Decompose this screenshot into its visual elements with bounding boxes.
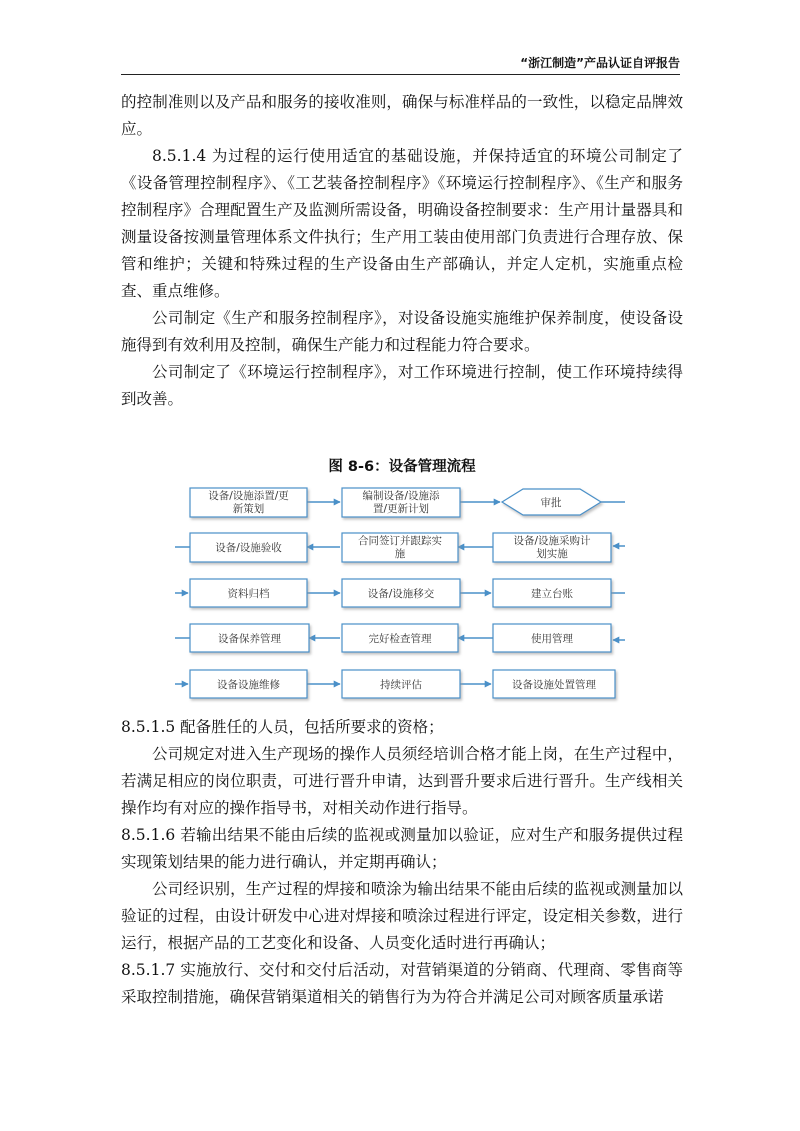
node-label: 施 [394,548,406,560]
node-label: 设备/设施验收 [215,542,282,554]
node-label: 设备保养管理 [218,633,281,645]
flow-node [190,533,307,562]
flow-node [190,670,307,698]
flow-node [342,624,458,652]
node-label: 设备/设施添置/更 [208,490,289,502]
page-header [121,56,680,75]
flow-node [342,670,460,698]
node-label: 合同签订并跟踪实 [358,535,442,547]
node-label: 持续评估 [380,679,422,691]
paragraph: 的控制准则以及产品和服务的接收准则，确保与标准样品的一致性，以稳定品牌效应。 [121,93,683,138]
flow-node [190,579,307,607]
flowchart [175,483,625,703]
bottom-text-block [121,714,683,1011]
node-label: 设备/设施移交 [367,588,435,600]
arrow [175,547,190,593]
flow-node [342,533,458,562]
section-heading: 8.5.1.7 实施放行、交付和交付后活动，对营销渠道的分销商、代理商、零售商等采取控制措施，确保营销渠道相关的销售行为为符合并满足公司对顾客质量承诺 [121,961,683,1006]
paragraph: 公司规定对进入生产现场的操作人员须经培训合格才能上岗，在生产过程中，若满足相应的岗位职责，可进行晋升申请，达到晋升要求后进行晋升。生产线相关操作均有对应的操作指导书，对相关动作进行指导。 [121,745,683,817]
arrow [611,593,625,640]
node-label: 设备设施维修 [217,679,280,691]
node-label: 使用管理 [531,633,573,645]
flow-node [493,579,611,607]
flow-node [190,488,307,517]
section-heading: 8.5.1.5 配备胜任的人员，包括所要求的资格； [121,718,444,736]
top-text-block [121,89,683,413]
node-label: 置/更新计划 [372,503,430,515]
section-heading: 8.5.1.6 若输出结果不能由后续的监视或测量加以验证，应对生产和服务提供过程实现策划结果的能力进行确认，并定期再确认； [121,826,683,871]
paragraph: 公司经识别，生产过程的焊接和喷涂为输出结果不能由后续的监视或测量加以验证的过程，由设计研发中心进对焊接和喷涂过程进行评定，设定相关参数，进行运行，根据产品的工艺变化和设备、人员变化适时进行再确认； [121,880,683,952]
paragraph: 公司制定了《环境运行控制程序》，对工作环境进行控制，使工作环境持续得到改善。 [121,363,683,408]
node-label: 资料归档 [227,588,270,600]
flow-node [342,488,460,517]
flow-node [342,579,460,607]
flow-node [493,533,611,562]
paragraph: 8.5.1.4 为过程的运行使用适宜的基础设施，并保持适宜的环境公司制定了《设备管理控制程序》、《工艺装备控制程序》《环境运行控制程序》、《生产和服务控制程序》合理配置生产及监测所需设备，明确设备控制要求：生产用计量器具和测量设备按测量管理体系文件执行；生产用工装由使用部门负责进行合理存放、保管和维护；关键和特殊过程的生产设备由生产部确认，并定人定机，实施重点检查、重点维修。 [121,147,683,300]
node-label: 设备设施处置管理 [512,679,596,691]
node-label: 新策划 [232,503,265,515]
flow-decision [502,489,601,515]
node-label: 审批 [540,497,562,509]
flow-node [493,624,611,652]
node-label: 完好检查管理 [368,633,432,645]
node-label: 编制设备/设施添 [362,490,440,502]
flow-node [190,624,309,652]
node-label: 划实施 [536,548,568,560]
flow-node [493,670,615,698]
node-label: 设备/设施采购计 [513,535,591,547]
paragraph: 公司制定《生产和服务控制程序》，对设备设施实施维护保养制度，使设备设施得到有效利用及控制，确保生产能力和过程能力符合要求。 [121,309,683,354]
header-title: “浙江制造”产品认证自评报告 [520,56,680,70]
arrow [175,638,190,684]
figure-title: 图 8-6：设备管理流程 [328,459,476,475]
node-label: 建立台账 [531,588,573,600]
